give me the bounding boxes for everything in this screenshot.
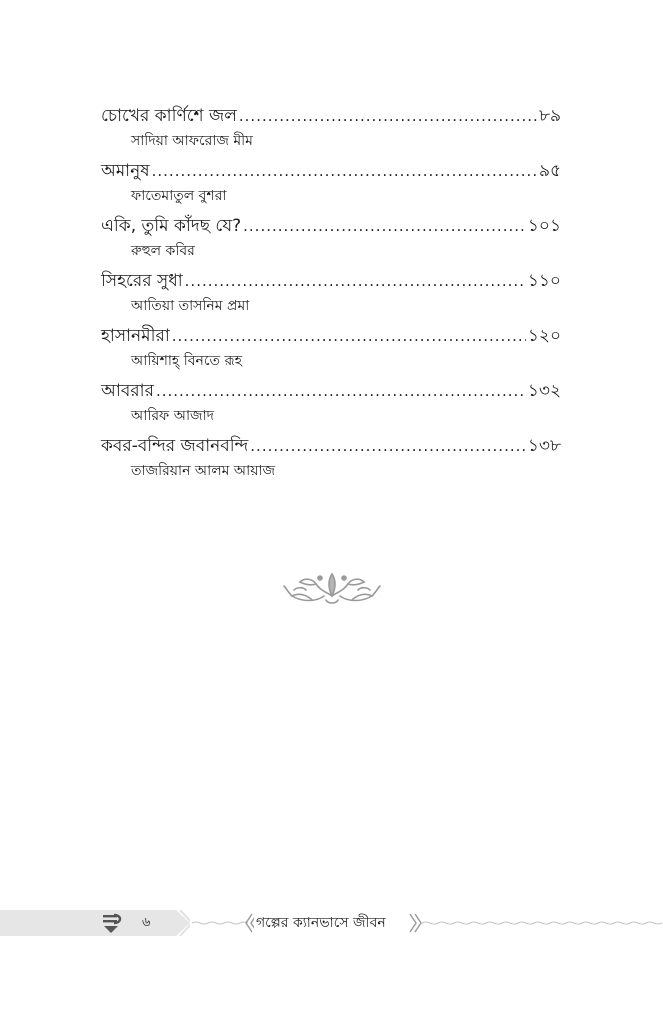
toc-leader-dots bbox=[152, 155, 537, 187]
footer-book-title: গল্পের ক্যানভাসে জীবন bbox=[254, 912, 388, 934]
toc-entry-title: চোখের কার্ণিশে জল bbox=[101, 106, 237, 126]
toc-entry-title: কবর-বন্দির জবানবন্দি bbox=[101, 436, 249, 456]
footer-page-tab bbox=[0, 910, 190, 936]
toc-entry-author: আয়িশাহ্ বিনতে রূহ bbox=[131, 353, 243, 369]
toc-entry-title: একি, তুমি কাঁদছ যে? bbox=[101, 216, 242, 236]
toc-leader-dots bbox=[250, 430, 526, 462]
toc-entry[interactable] bbox=[101, 430, 561, 485]
toc-entry-title: অমানুষ bbox=[101, 161, 150, 181]
publisher-logo-icon bbox=[100, 910, 124, 936]
footer-page-number: ৬ bbox=[142, 915, 151, 930]
toc-entry-page: ১০১ bbox=[527, 216, 561, 236]
toc-entry-author: ফাতেমাতুল বুশরা bbox=[131, 188, 227, 204]
table-of-contents bbox=[101, 100, 561, 485]
toc-entry[interactable] bbox=[101, 155, 561, 210]
toc-entry-page: ১২০ bbox=[527, 326, 561, 346]
toc-entry-page: ৯৫ bbox=[538, 161, 561, 181]
floral-ornament-icon bbox=[282, 566, 382, 608]
toc-entry-author: সাদিয়া আফরোজ মীম bbox=[131, 133, 253, 149]
toc-entry-page: ৮৯ bbox=[538, 106, 561, 126]
toc-leader-dots bbox=[172, 320, 526, 352]
toc-leader-dots bbox=[239, 100, 537, 132]
toc-entry-page: ১৩৮ bbox=[527, 436, 561, 456]
toc-entry-author: তাজরিয়ান আলম আয়াজ bbox=[131, 463, 276, 479]
toc-entry[interactable] bbox=[101, 320, 561, 375]
toc-leader-dots bbox=[156, 375, 526, 407]
toc-entry-title: সিহরের সুধা bbox=[101, 271, 183, 291]
toc-entry[interactable] bbox=[101, 210, 561, 265]
toc-entry[interactable] bbox=[101, 375, 561, 430]
toc-entry-page: ১৩২ bbox=[527, 381, 561, 401]
toc-entry-title: হাসানমীরা bbox=[101, 326, 170, 346]
toc-entry-page: ১১০ bbox=[527, 271, 561, 291]
toc-leader-dots bbox=[243, 210, 526, 242]
toc-entry-author: আতিয়া তাসনিম প্রমা bbox=[131, 298, 250, 314]
toc-entry-author: আরিফ আজাদ bbox=[131, 408, 214, 424]
toc-entry-title: আবরার bbox=[101, 381, 154, 401]
toc-leader-dots bbox=[185, 265, 526, 297]
toc-entry[interactable] bbox=[101, 100, 561, 155]
toc-entry[interactable] bbox=[101, 265, 561, 320]
toc-entry-author: রুহুল কবির bbox=[131, 243, 195, 259]
page-footer bbox=[0, 908, 663, 938]
